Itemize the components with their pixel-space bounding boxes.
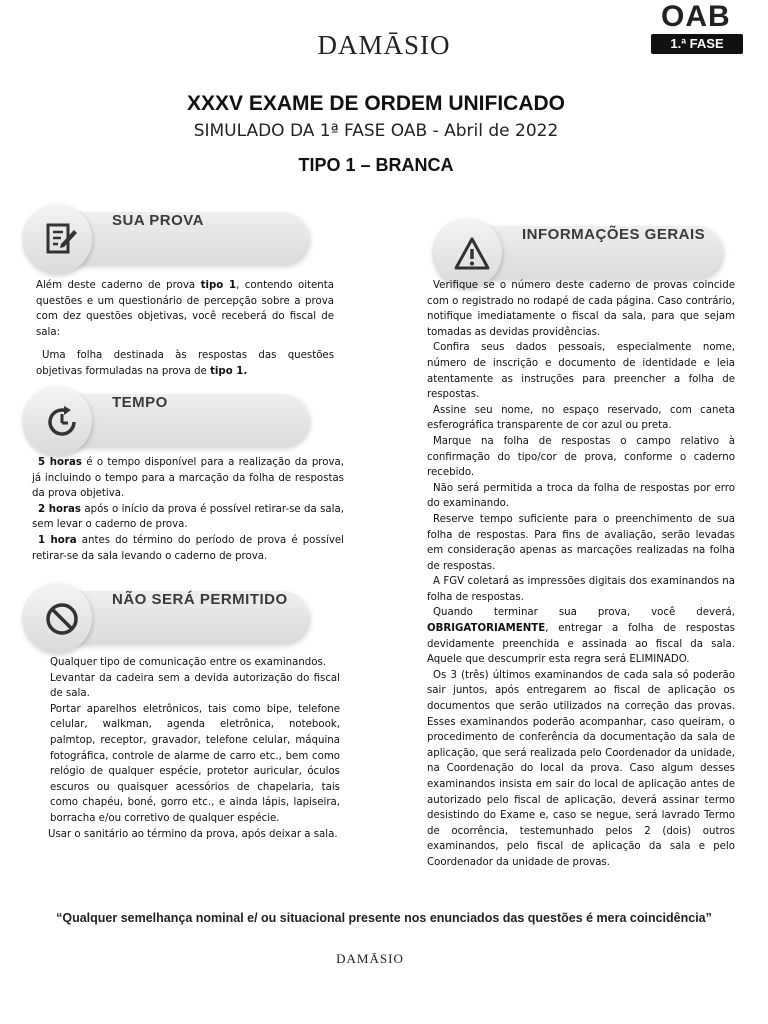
list-item: Usar o sanitário ao término da prova, após deixar a sala. [48,828,338,840]
list-item: Levantar da cadeira sem a devida autorização do fiscal de sala. [50,672,340,700]
list-item: Assine seu nome, no espaço reservado, com caneta esferográfica transparente de cor azul ou preta. [427,404,735,432]
list-item: Portar aparelhos eletrônicos, tais como bipe, telefone celular, walkman, agenda eletrônica, notebook, palmtop, receptor, gravador, telefone celular, máquina fotográfica, controle de alarme de carro etc., bem como relógio de qualquer espécie, protetor auricular, óculos escuros ou quaisquer acessórios de chapelaria, tais como chapéu, boné, gorro etc., e ainda lápis, lapiseira, borracha e/ou corretivo de qualquer espécie. [50,703,340,824]
list-item: Reserve tempo suficiente para o preenchimento de sua folha de respostas. Para fins de avaliação, serão levadas em consideração apenas as marcações realizadas na folha de respostas. [427,513,735,572]
footer-brand: DAMĀSIO [336,951,404,966]
prohibited-icon [44,601,80,637]
type-label: TIPO 1 – BRANCA [298,155,454,175]
oab-badge-title: OAB [661,0,731,33]
tempo-paragraph-1: 5 horas é o tempo disponível para a realização da prova, já incluindo o tempo para a marcação da folha de respostas da prova objetiva. [32,457,344,500]
sua-prova-paragraph-1: Além deste caderno de prova tipo 1, contendo oitenta questões e um questionário de percepção sobre a prova com dez questões objetivas, você receberá do fiscal de sala: [36,280,334,338]
list-item: Qualquer tipo de comunicação entre os examinandos. [50,657,327,668]
tempo-paragraph-3: 1 hora antes do término do período de prova é possível retirar-se da sala levando o caderno de prova. [32,534,344,562]
informacoes-gerais-list [427,278,735,871]
warning-icon [454,236,490,272]
section-header-sua-prova [30,212,308,264]
list-item: Verifique se o número deste caderno de provas coincide com o registrado no rodapé de cada página. Caso contrário, notifique imediatamente o fiscal da sala, para que sejam tomadas as devidas providências. [427,280,735,338]
clock-icon [44,404,80,440]
section-title-nao-permitido: NÃO SERÁ PERMITIDO [112,591,288,608]
brand-logo: DAMĀSIO [317,30,451,60]
list-item: Marque na folha de respostas o campo relativo à confirmação do tipo/cor de prova, conforme o caderno recebido. [427,435,735,479]
oab-badge [651,0,743,51]
list-item: Não será permitida a troca da folha de respostas por erro do examinando. [427,482,735,510]
section-header-tempo [30,394,308,446]
section-title-sua-prova: SUA PROVA [112,212,205,229]
section-title-tempo: TEMPO [112,394,168,411]
section-header-informacoes-gerais [440,226,722,278]
list-item: Os 3 (três) últimos examinandos de cada sala só poderão sair juntos, após entregarem ao fiscal de aplicação os documentos que serão utilizados na correção das provas. Esses examinandos poderão acompanhar, caso queiram, o procedimento de conferência da documentação da sala de aplicação, que será realizada pelo Coordenador da unidade, na Coordenação do local da prova. Caso algum desses examinandos insista em sair do local de aplicação antes de autorizado pelo fiscal de aplicação, deverá assinar termo desistindo do Exame e, caso se negue, será lavrado Termo de ocorrência, testemunhado pelos 2 (dois) outros examinandos, pelo fiscal de aplicação da sala e pelo Coordenador da unidade de provas. [427,669,735,868]
sua-prova-paragraph-2: Uma folha destinada às respostas das questões objetivas formuladas na prova de tipo 1. [36,350,334,377]
tempo-text [32,455,344,564]
tempo-paragraph-2: 2 horas após o início da prova é possível retirar-se da sala, sem levar o caderno de prova. [32,503,344,531]
document-edit-icon [44,222,80,258]
list-item: Quando terminar sua prova, você deverá, OBRIGATORIAMENTE, entregar a folha de respostas devidamente preenchida e assinada ao fiscal da sala. Aquele que descumprir esta regra será ELIMINADO. [427,607,735,666]
nao-permitido-list [50,655,340,842]
list-item: A FGV coletará as impressões digitais dos examinandos na folha de respostas. [427,576,735,603]
section-header-nao-permitido [30,591,308,643]
footer-quote: “Qualquer semelhança nominal e/ ou situacional presente nos enunciados das questões é mera coincidência” [56,911,712,925]
list-item: Confira seus dados pessoais, especialmente nome, número de inscrição e documento de identidade e leia atentamente as instruções para preencher a folha de respostas. [427,342,735,401]
section-title-informacoes-gerais: INFORMAÇÕES GERAIS [522,226,706,243]
oab-badge-phase: 1.ª FASE [651,34,743,54]
sua-prova-text [36,278,334,380]
page-subtitle: SIMULADO DA 1ª FASE OAB - Abril de 2022 [193,121,559,141]
page-title: XXXV EXAME DE ORDEM UNIFICADO [186,92,566,115]
